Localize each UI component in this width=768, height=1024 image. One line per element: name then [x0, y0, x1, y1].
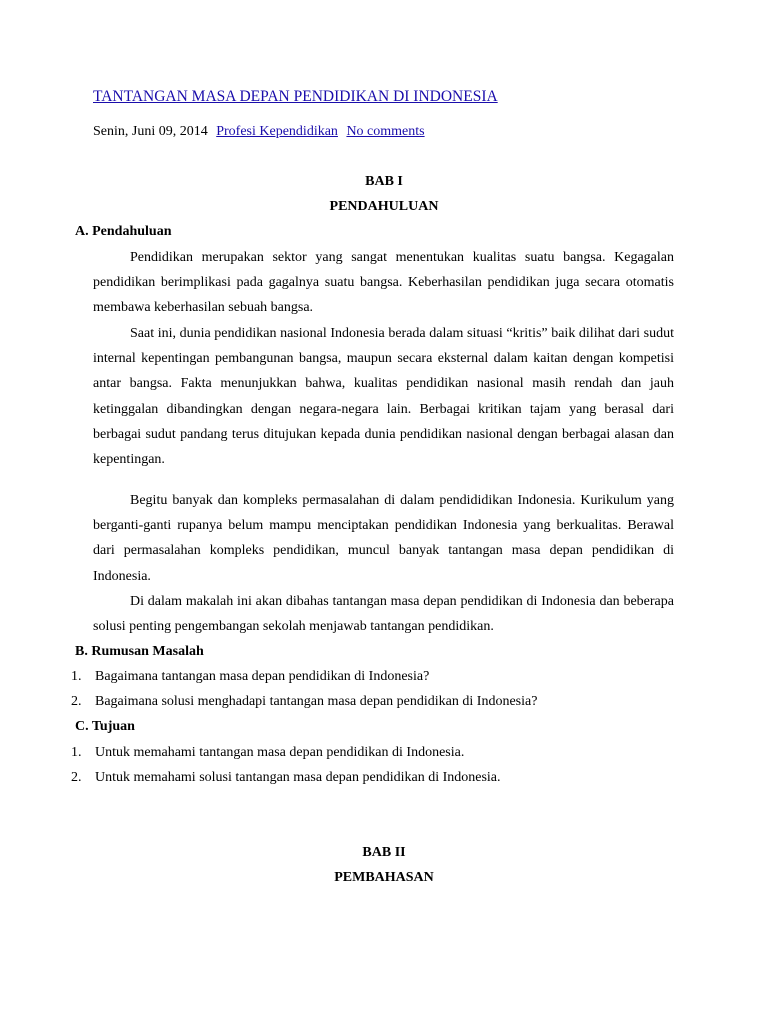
post-meta	[93, 124, 425, 140]
list-text: Bagaimana tantangan masa depan pendidikan di Indonesia?	[95, 669, 430, 684]
section-a-heading: A. Pendahuluan	[75, 224, 172, 239]
paragraph-1: Pendidikan merupakan sektor yang sangat menentukan kualitas suatu bangsa. Kegagalan pendidikan berimplikasi pada gagalnya suatu bangsa. Keberhasilan pendidikan juga secara otomatis membawa keberhasilan sebuah bangsa.	[93, 250, 674, 316]
comments-link[interactable]: No comments	[346, 124, 425, 139]
paragraph-2: Saat ini, dunia pendidikan nasional Indonesia berada dalam situasi “kritis” baik dilihat dari sudut internal kepentingan pembangunan bangsa, maupun secara eksternal dalam kaitan dengan kompetisi antar bangsa. Fakta menunjukkan bahwa, kualitas pendidikan nasional masih rendah dan jauh ketinggalan dibandingkan dengan negara-negara lain. Berbagai kritikan tajam yang berasal dari berbagai sudut pandang terus ditujukan kepada dunia pendidikan nasional dengan berbagai alasan dan kepentingan.	[93, 326, 674, 468]
paragraph-3: Begitu banyak dan kompleks permasalahan di dalam pendididikan Indonesia. Kurikulum yang berganti-ganti rupanya belum mampu menciptakan pendidikan Indonesia yang berkualitas. Berawal dari permasalahan kompleks pendidikan, muncul banyak tantangan masa depan pendidikan di Indonesia.	[93, 493, 674, 584]
category-link[interactable]: Profesi Kependidikan	[216, 124, 338, 139]
section-b-heading: B. Rumusan Masalah	[75, 644, 204, 659]
list-number: 1.	[71, 745, 82, 760]
bab1-label: BAB I	[365, 174, 403, 189]
bab1-title: PENDAHULUAN	[329, 199, 439, 214]
list-text: Untuk memahami solusi tantangan masa depan pendidikan di Indonesia.	[95, 770, 501, 785]
post-date: Senin, Juni 09, 2014	[93, 124, 208, 139]
list-text: Untuk memahami tantangan masa depan pendidikan di Indonesia.	[95, 745, 465, 760]
list-item	[71, 694, 537, 710]
section-c-heading: C. Tujuan	[75, 719, 135, 734]
bab2-title: PEMBAHASAN	[334, 870, 434, 885]
list-item	[71, 770, 501, 786]
post-title-link[interactable]: TANTANGAN MASA DEPAN PENDIDIKAN DI INDONESIA	[93, 88, 498, 105]
list-number: 2.	[71, 770, 82, 785]
list-number: 2.	[71, 694, 82, 709]
list-item	[71, 669, 429, 685]
list-item	[71, 745, 464, 761]
list-text: Bagaimana solusi menghadapi tantangan masa depan pendidikan di Indonesia?	[95, 694, 538, 709]
bab2-label: BAB II	[362, 845, 406, 860]
paragraph-4: Di dalam makalah ini akan dibahas tantangan masa depan pendidikan di Indonesia dan beberapa solusi penting pengembangan sekolah menjawab tantangan pendidikan.	[93, 594, 674, 635]
list-number: 1.	[71, 669, 82, 684]
